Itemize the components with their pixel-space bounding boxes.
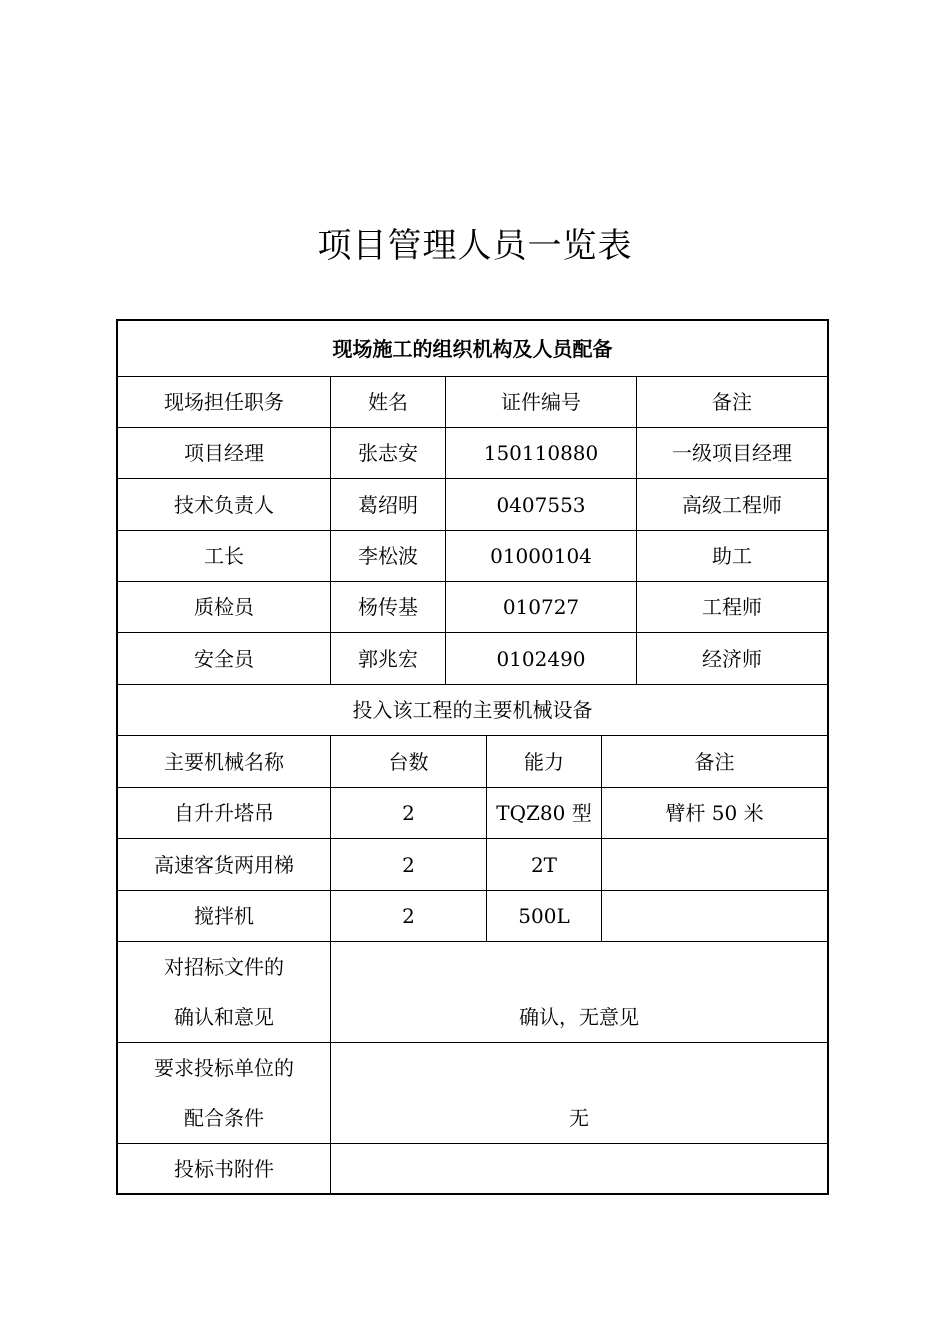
equipment-quantity: 2	[331, 891, 487, 942]
staff-position: 项目经理	[118, 428, 331, 479]
confirmation-value: 确认，无意见	[331, 942, 827, 1043]
equipment-quantity: 2	[331, 788, 487, 839]
header-name: 姓名	[331, 377, 446, 428]
header-equipment-remarks: 备注	[602, 736, 827, 788]
staff-section-heading: 现场施工的组织机构及人员配备	[118, 321, 827, 377]
staff-name: 李松波	[331, 531, 446, 582]
header-equipment-name: 主要机械名称	[118, 736, 331, 788]
page-title: 项目管理人员一览表	[317, 226, 633, 266]
header-capacity: 能力	[487, 736, 602, 788]
staff-name: 郭兆宏	[331, 633, 446, 685]
equipment-quantity: 2	[331, 839, 487, 891]
staff-remarks: 经济师	[637, 633, 827, 685]
equipment-section-heading: 投入该工程的主要机械设备	[118, 685, 827, 736]
staff-position: 工长	[118, 531, 331, 582]
staff-certificate: 150110880	[446, 428, 637, 479]
confirmation-label-line2: 确认和意见	[174, 1005, 274, 1029]
staff-remarks: 高级工程师	[637, 479, 827, 531]
attachment-label: 投标书附件	[118, 1144, 331, 1193]
staff-name: 葛绍明	[331, 479, 446, 531]
staff-name: 张志安	[331, 428, 446, 479]
staff-position: 质检员	[118, 582, 331, 633]
equipment-remarks	[602, 891, 827, 942]
header-certificate-number: 证件编号	[446, 377, 637, 428]
staff-remarks: 助工	[637, 531, 827, 582]
cooperation-label-line2: 配合条件	[184, 1106, 264, 1130]
staff-certificate: 010727	[446, 582, 637, 633]
cooperation-value: 无	[331, 1043, 827, 1144]
confirmation-label-line1: 对招标文件的	[164, 955, 284, 979]
cooperation-label-line1: 要求投标单位的	[154, 1056, 294, 1080]
staff-remarks: 工程师	[637, 582, 827, 633]
equipment-capacity: 500L	[487, 891, 602, 942]
equipment-capacity: 2T	[487, 839, 602, 891]
equipment-remarks	[602, 839, 827, 891]
staff-certificate: 01000104	[446, 531, 637, 582]
personnel-equipment-table	[116, 319, 829, 1195]
header-quantity: 台数	[331, 736, 487, 788]
equipment-capacity: TQZ80 型	[487, 788, 602, 839]
staff-name: 杨传基	[331, 582, 446, 633]
equipment-remarks: 臂杆 50 米	[602, 788, 827, 839]
staff-certificate: 0102490	[446, 633, 637, 685]
staff-remarks: 一级项目经理	[637, 428, 827, 479]
header-remarks: 备注	[637, 377, 827, 428]
header-position: 现场担任职务	[118, 377, 331, 428]
staff-certificate: 0407553	[446, 479, 637, 531]
attachment-value	[331, 1144, 827, 1193]
cooperation-label	[118, 1043, 331, 1144]
staff-position: 技术负责人	[118, 479, 331, 531]
confirmation-label	[118, 942, 331, 1043]
equipment-name: 自升升塔吊	[118, 788, 331, 839]
staff-position: 安全员	[118, 633, 331, 685]
equipment-name: 高速客货两用梯	[118, 839, 331, 891]
equipment-name: 搅拌机	[118, 891, 331, 942]
